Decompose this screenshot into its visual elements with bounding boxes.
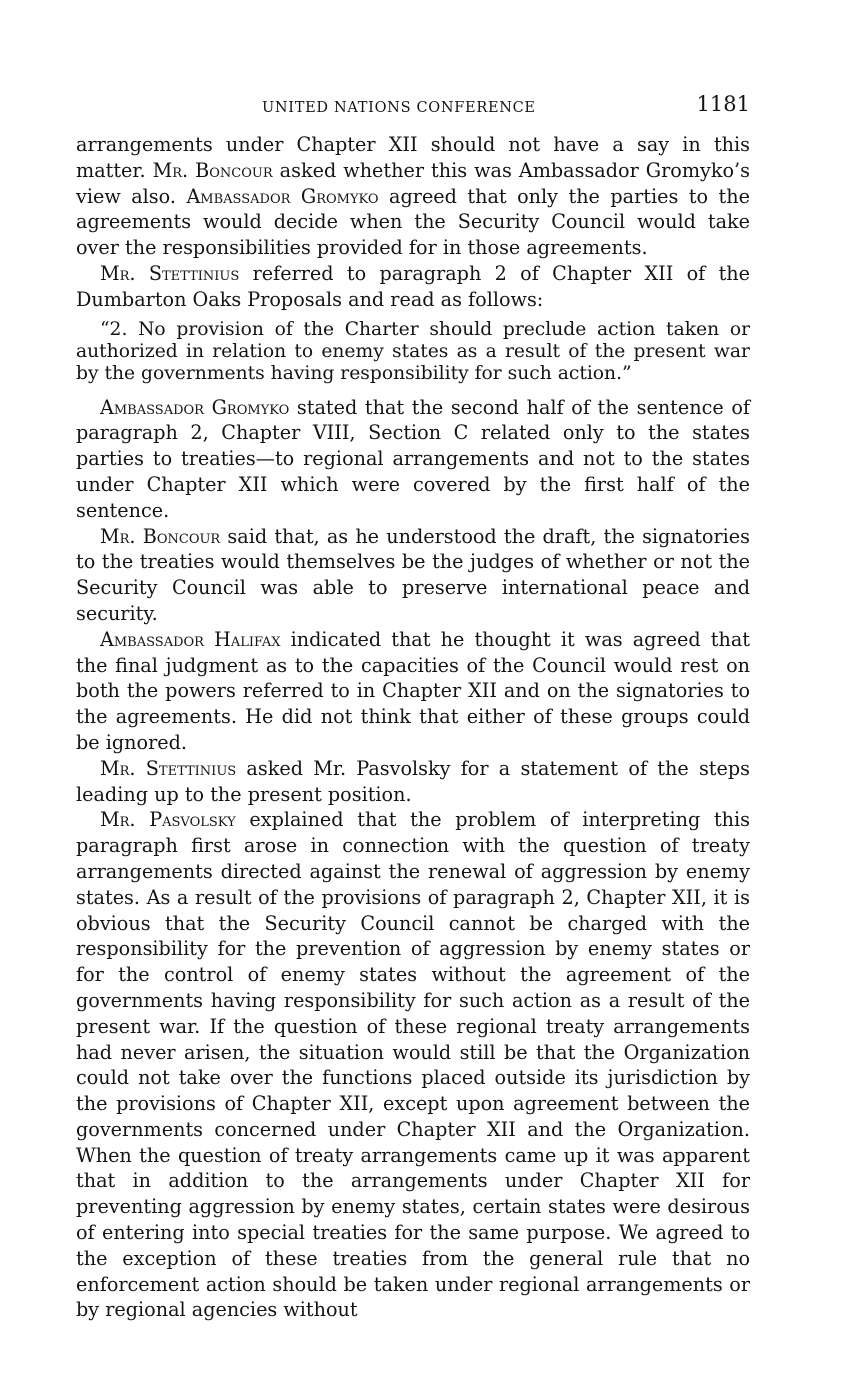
paragraph-2: [76, 261, 750, 313]
paragraph-4: [76, 524, 750, 627]
text-run: stated that the second half of the sentence of paragraph 2, Chapter VIII, Section C related only to the states parties to treaties—to regional arrangements and not to the states under Chapter XII which were covered by the first half of the sentence.: [76, 395, 750, 522]
speaker-name: Mr. Pasvolsky: [100, 808, 236, 832]
speaker-name: Mr. Boncour: [152, 158, 273, 182]
speaker-name: Mr. Stettinius: [100, 261, 240, 285]
text-run: asked Mr. Pasvolsky for a statement of the steps leading up to the present position.: [76, 756, 751, 806]
paragraph-6: [76, 756, 750, 808]
speaker-name: Ambassador Gromyko: [100, 395, 290, 419]
block-quote: [76, 319, 750, 385]
text-run: arrangements under Chapter XII should not have a say in this matter.: [76, 133, 750, 182]
speaker-name: Ambassador Halifax: [100, 627, 281, 651]
document-page: [76, 92, 750, 1323]
speaker-name: Mr. Boncour: [100, 524, 221, 548]
speaker-name: Mr. Stettinius: [100, 756, 237, 780]
text-run: agreed that only the parties to the agreements would decide when the Security Council would take over the responsibilities provided for in those agreements.: [76, 184, 750, 260]
page-number: 1181: [696, 92, 750, 116]
text-run: indicated that he thought it was agreed that the final judgment as to the capacities of the Council would rest on both the powers referred to in Chapter XII and on the signatories to the agreements. He did not think that either of these groups could be ignored.: [76, 627, 750, 754]
paragraph-3: [76, 395, 750, 524]
paragraph-1: [76, 132, 750, 261]
paragraph-5: [76, 627, 750, 756]
paragraph-7: [76, 807, 750, 1323]
quote-text: “2. No provision of the Charter should preclude action taken or authorized in relation to enemy states as a result of the present war by the governments having responsibility for such action.”: [76, 318, 750, 384]
speaker-name: Ambassador Gromyko: [186, 184, 379, 208]
text-run: asked whether this was Ambassador Gromyko’s view also.: [76, 158, 750, 208]
page-header: [76, 92, 750, 132]
text-run: said that, as he understood the draft, the signatories to the treaties would themselves be the judges of whether or not the Security Council was able to preserve international peace and security.: [76, 524, 750, 625]
running-title: UNITED NATIONS CONFERENCE: [262, 100, 536, 116]
text-run: explained that the problem of interpreting this paragraph first arose in connection with the question of treaty arrangements directed against the renewal of aggression by enemy states. As a result of the provisions of paragraph 2, Chapter XII, it is obvious that the Security Council cannot be charged with the responsibility for the prevention of aggression by enemy states or for the control of enemy states without the agreement of the governments having responsibility for such action as a result of the present war. If the question of these regional treaty arrangements had never arisen, the situation would still be that the Organization could not take over the functions placed outside its jurisdiction by the provisions of Chapter XII, except upon agreement between the governments concerned under Chapter XII and the Organization. When the question of treaty arrangements came up it was apparent that in addition to the arrangements under Chapter XII for preventing aggression by enemy states, certain states were desirous of entering into special treaties for the same purpose. We agreed to the exception of these treaties from the general rule that no enforcement action should be taken under regional arrangements or by regional agencies without: [76, 808, 750, 1322]
text-run: referred to paragraph 2 of Chapter XII of the Dumbarton Oaks Proposals and read as follows:: [76, 261, 751, 311]
